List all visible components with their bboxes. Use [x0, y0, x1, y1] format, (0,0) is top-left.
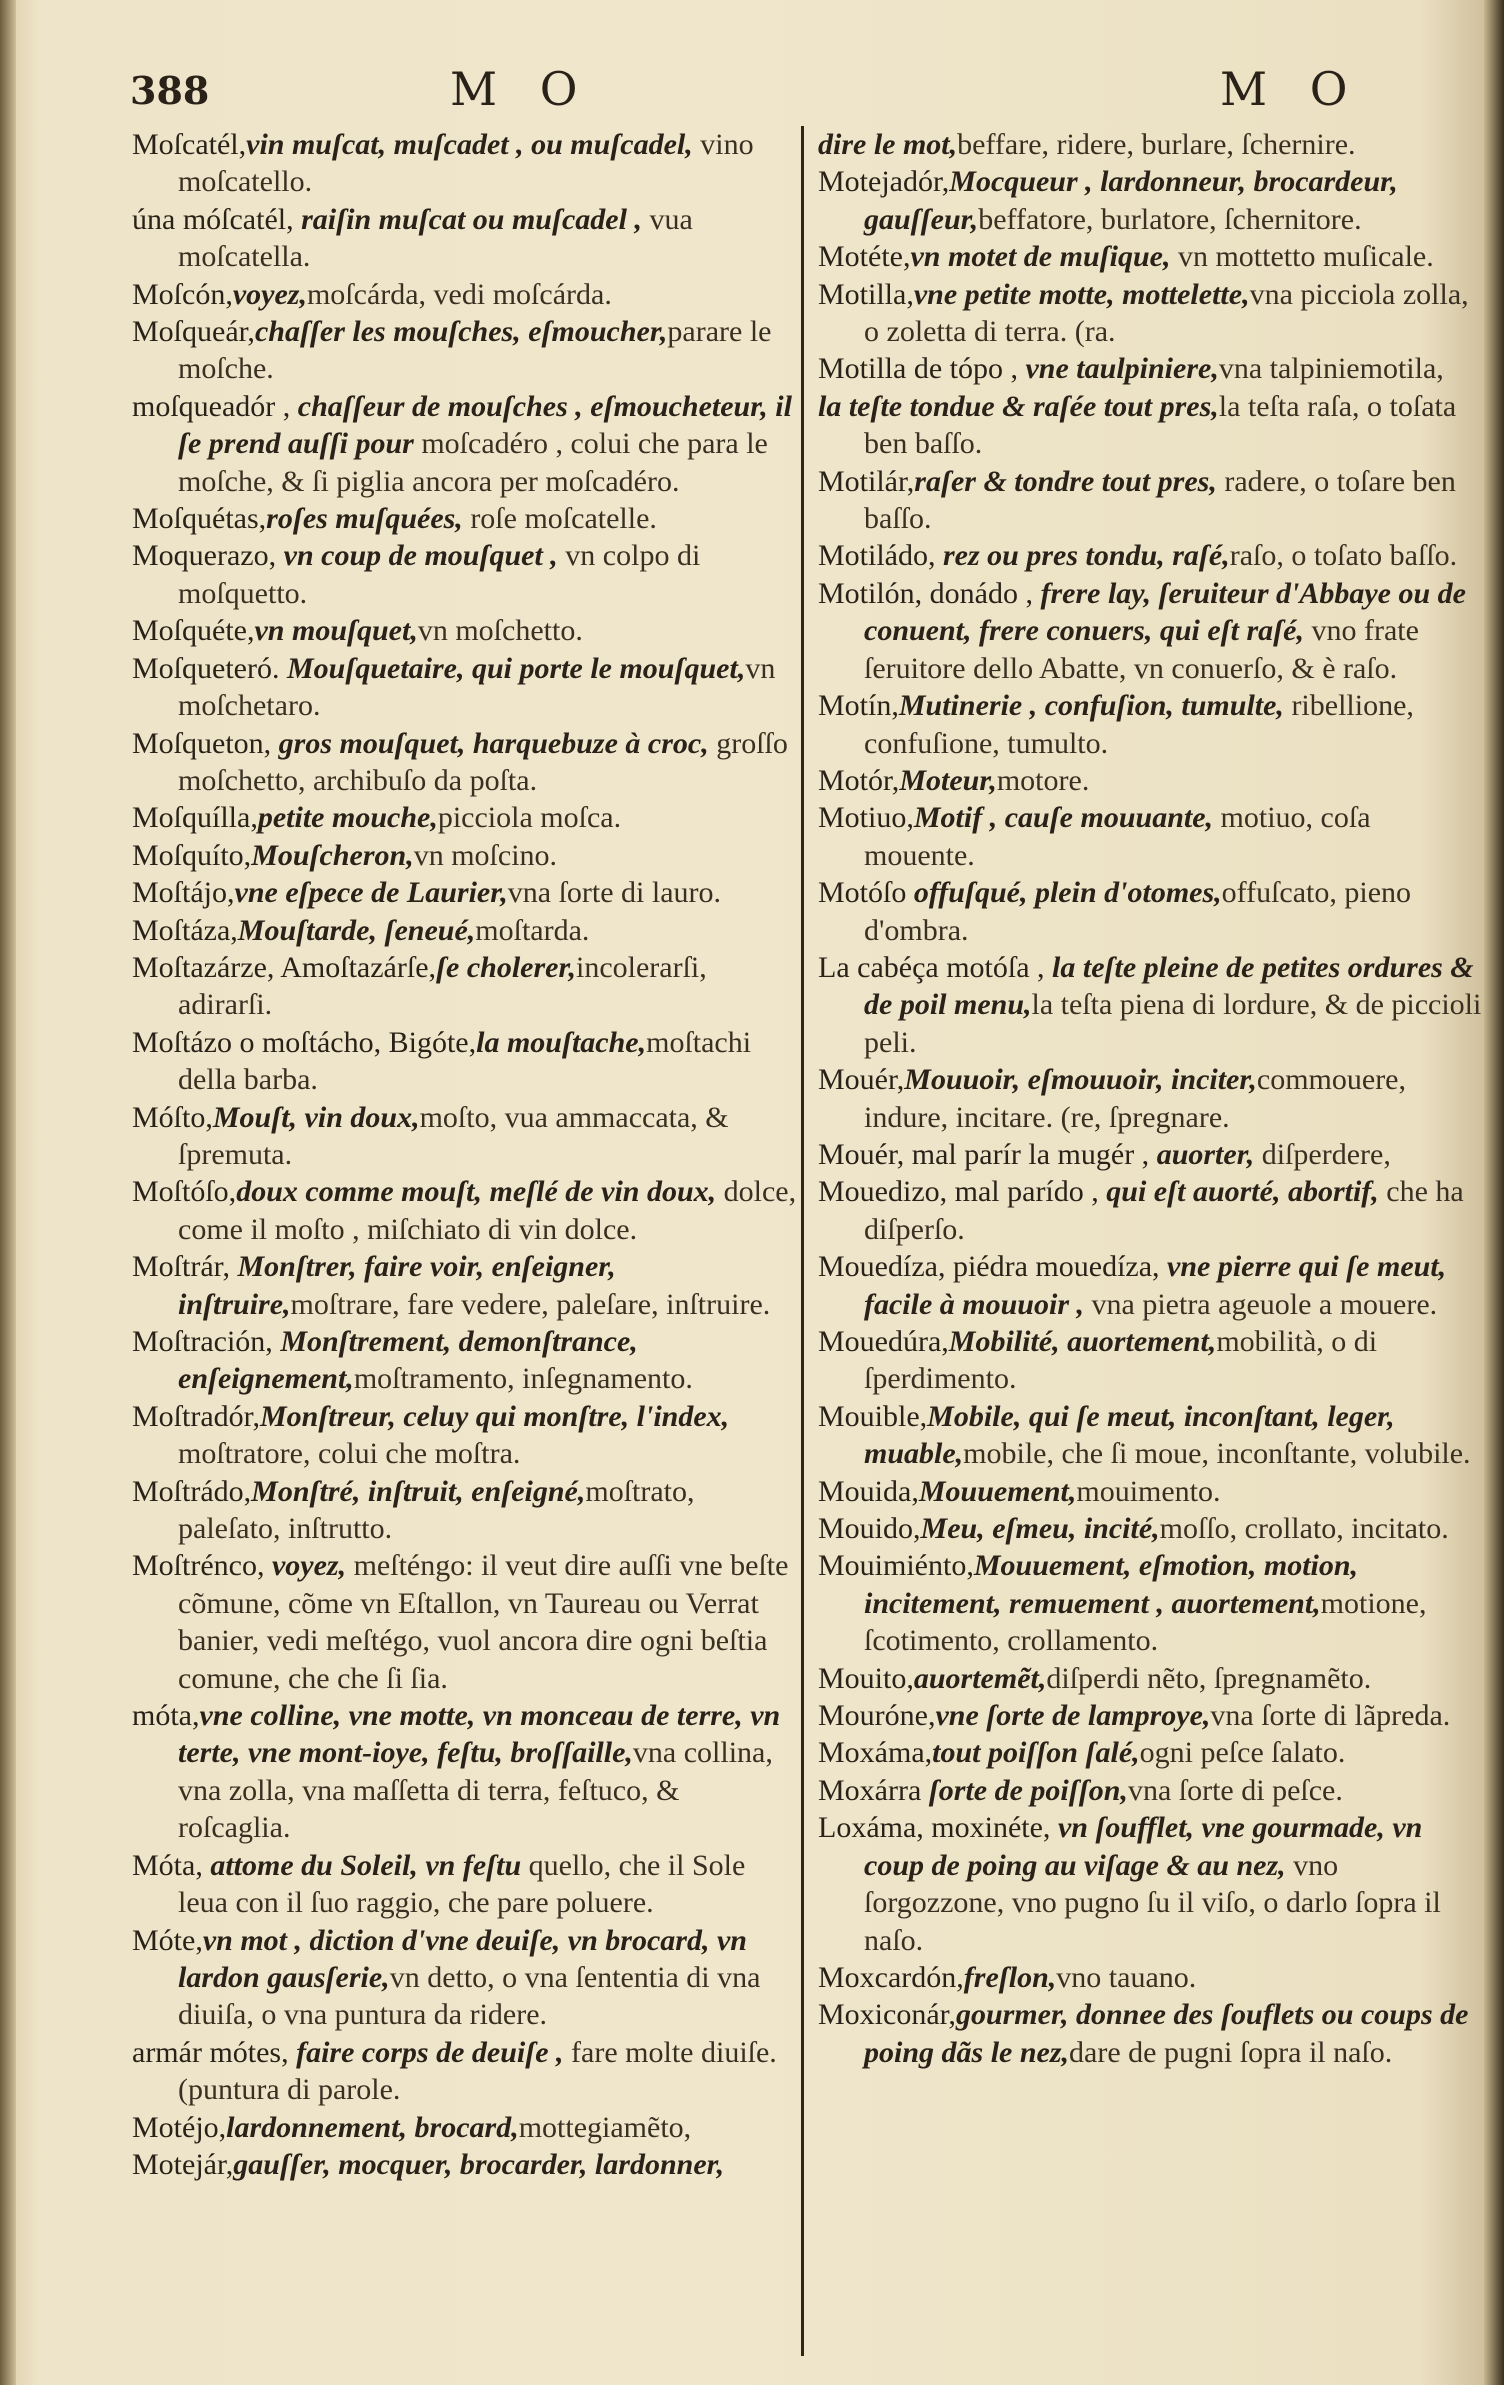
italian-gloss: incolerarſi, adirarſi. [178, 950, 707, 1022]
headword: Motejadór, [818, 165, 950, 199]
french-gloss: raiſin muſcat ou muſcadel , [293, 202, 642, 236]
headword: Mouér, mal parír la mugér , [818, 1137, 1150, 1171]
headword: armár mótes, [132, 2035, 289, 2069]
dictionary-entry [132, 837, 797, 874]
italian-gloss: dare de pugni ſopra il naſo. [1069, 2035, 1393, 2069]
headword: móta, [132, 1699, 200, 1733]
headword: Loxáma, moxinéte, [818, 1811, 1051, 1845]
headword: Motiuo, [818, 801, 914, 835]
french-gloss: Monſtrer, faire voir, enſeigner, inſtruire, [178, 1250, 616, 1321]
dictionary-entry [818, 1136, 1483, 1173]
dictionary-entry [132, 500, 797, 537]
italian-gloss: la teſta raſa, o toſata ben baſſo. [864, 389, 1457, 461]
italian-gloss: la teſta piena di lordure, & de piccioli peli. [864, 988, 1482, 1059]
headword: Moſtrádo, [132, 1474, 252, 1508]
italian-gloss: vna collina, vna zolla, vna maſſetta di terra, feſtuco, & roſcaglia. [178, 1736, 773, 1845]
french-gloss: Moteur, [899, 763, 997, 797]
dictionary-entry [818, 238, 1483, 275]
headword: Moſqueár, [132, 315, 255, 349]
french-gloss: frere lay, ſeruiteur d'Abbaye ou de conuent, frere conuers, qui eſt raſé, [864, 576, 1466, 648]
page-shadow-left [0, 0, 16, 2385]
french-gloss: vn mot , diction d'vne deuiſe, vn brocard, vn lardon gausſerie, [178, 1923, 747, 1994]
italian-gloss: mottegiamẽto, [518, 2110, 692, 2144]
italian-gloss: radere, o toſare ben baſſo. [864, 464, 1456, 536]
italian-gloss: picciola moſca. [437, 801, 622, 835]
french-gloss: vne colline, vne motte, vn monceau de terre, vn terte, vne mont-ioye, feſtu, broſſaille, [178, 1699, 781, 1770]
dictionary-entry [132, 874, 797, 911]
dictionary-entry [132, 949, 797, 1024]
italian-gloss: vn mottetto muſicale. [1170, 240, 1434, 274]
french-gloss: Meu, eſmeu, incité, [920, 1512, 1160, 1546]
french-gloss: auorter, [1149, 1137, 1255, 1171]
headword: Mouedíza, piédra mouedíza, [818, 1250, 1160, 1284]
italian-gloss: beffare, ridere, burlare, ſchernire. [957, 128, 1356, 161]
headword: Mouér, [818, 1063, 905, 1097]
french-gloss: Mouſcheron, [251, 838, 414, 872]
italian-gloss: moſcadéro , colui che para le moſche, & ſi piglia ancora per moſcadéro. [178, 427, 768, 498]
headword: Moſquíto, [132, 838, 252, 872]
headword: Móſto, [132, 1100, 213, 1134]
headword: Mouedizo, mal parído , [818, 1175, 1099, 1209]
italian-gloss: vn detto, o vna ſententia di vna diuiſa, o vna puntura da ridere. [178, 1960, 761, 2032]
italian-gloss: vna picciola zolla, o zoletta di terra. (ra. [864, 277, 1469, 349]
headword: Moxcardón, [818, 1960, 964, 1994]
dictionary-entry [818, 874, 1483, 949]
dictionary-entry [818, 1660, 1483, 1697]
italian-gloss: ogni peſce ſalato. [1139, 1736, 1346, 1770]
headword: Motéte, [818, 240, 911, 274]
dictionary-entry [132, 2034, 797, 2109]
dictionary-entry [132, 1323, 797, 1398]
french-gloss: voyez, [232, 277, 307, 311]
italian-gloss: offuſcato, pieno d'ombra. [864, 876, 1412, 947]
dictionary-entry [818, 1473, 1483, 1510]
italian-gloss: vua moſcatella. [178, 202, 693, 274]
dictionary-entry [818, 1323, 1483, 1398]
headword: Moxárra [818, 1773, 922, 1807]
dictionary-entry [132, 912, 797, 949]
left-column [132, 126, 797, 2183]
italian-gloss: motore. [996, 763, 1090, 797]
dictionary-entry [132, 313, 797, 388]
french-gloss: ſorte de poiſſon, [921, 1773, 1128, 1807]
headword: Moſtradór, [132, 1399, 260, 1433]
dictionary-entry [132, 1024, 797, 1099]
headword: Moſtáza, [132, 913, 238, 947]
italian-gloss: vno frate ſeruitore dello Abatte, vn conuerſo, & è raſo. [864, 614, 1419, 685]
italian-gloss: mobilità, o di ſperdimento. [864, 1325, 1378, 1396]
italian-gloss: vna ſorte di lãpreda. [1210, 1699, 1451, 1733]
dictionary-entry [132, 201, 797, 276]
headword: Moſtrár, [132, 1250, 230, 1284]
french-gloss: petite mouche, [257, 801, 438, 835]
headword: Mouedúra, [818, 1325, 949, 1358]
headword: Mouible, [818, 1399, 928, 1433]
french-gloss: vin muſcat, muſcadet , ou muſcadel, [246, 128, 693, 161]
dictionary-entry [132, 1473, 797, 1548]
headword: Moſtóſo, [132, 1175, 237, 1209]
headword: Motór, [818, 763, 900, 797]
headword: Moxiconár, [818, 1998, 956, 2032]
dictionary-entry [818, 163, 1483, 238]
dictionary-entry [818, 463, 1483, 538]
page-number: 388 [130, 68, 210, 113]
italian-gloss: meſténgo: il veut dire auſſi vne beſte cõmune, cõme vn Eſtallon, vn Taureau ou Verrat banier, vedi meſtégo, vuol ancora dire ogni beſtia comune, che che ſi ſia. [178, 1549, 789, 1695]
dictionary-entry [818, 1510, 1483, 1547]
headword: Moſcón, [132, 277, 233, 311]
dictionary-entry [818, 1959, 1483, 1996]
dictionary-entry [132, 650, 797, 725]
italian-gloss: moſtarda. [475, 913, 590, 947]
dictionary-entry [818, 537, 1483, 574]
french-gloss: vn motet de muſique, [910, 240, 1171, 274]
dictionary-entry [818, 126, 1483, 163]
french-gloss: Motif , cauſe mouuante, [913, 801, 1214, 835]
headword: Moſcatél, [132, 128, 247, 161]
dictionary-entry [818, 1772, 1483, 1809]
dictionary-entry [132, 2109, 797, 2146]
dictionary-entry [818, 575, 1483, 687]
french-gloss: attome du Soleil, vn feſtu [202, 1848, 522, 1882]
headword: Mouida, [818, 1474, 919, 1508]
dictionary-entry [818, 1697, 1483, 1734]
running-head-right: M O [1220, 62, 1362, 116]
dictionary-entry [818, 1398, 1483, 1473]
dictionary-entry [132, 1922, 797, 2034]
dictionary-entry [132, 388, 797, 500]
italian-gloss: vn moſcino. [413, 838, 558, 872]
italian-gloss: che ha diſperſo. [864, 1175, 1464, 1246]
french-gloss: Mouſtarde, ſeneué, [237, 913, 476, 947]
headword: Moquerazo, [132, 539, 277, 573]
french-gloss: gauſſer, mocquer, brocarder, lardonner, [233, 2147, 725, 2181]
italian-gloss: vn moſchetaro. [178, 651, 776, 723]
page-header [130, 58, 1470, 118]
column-divider [801, 126, 804, 2356]
french-gloss: Mouſt, vin doux, [212, 1100, 420, 1134]
italian-gloss: vna ſorte di peſce. [1127, 1773, 1343, 1807]
dictionary-entry [132, 1398, 797, 1473]
headword: Mouimiénto, [818, 1549, 974, 1583]
french-gloss: Mutinerie , confuſion, tumulte, [898, 689, 1284, 723]
italian-gloss: vn colpo di moſquetto. [178, 539, 701, 610]
french-gloss: Mouſquetaire, qui porte le mouſquet, [279, 651, 746, 685]
dictionary-entry [818, 799, 1483, 874]
right-column [818, 126, 1483, 2071]
french-gloss: la teſte tondue & raſée tout pres, [818, 389, 1219, 423]
headword: Moxáma, [818, 1736, 933, 1770]
italian-gloss: beffatore, burlatore, ſchernitore. [978, 202, 1362, 236]
dictionary-entry [818, 1173, 1483, 1248]
headword: Motejár, [132, 2147, 234, 2181]
italian-gloss: moſtrato, paleſato, inſtrutto. [178, 1474, 695, 1546]
dictionary-entry [132, 1248, 797, 1323]
headword: Motilla, [818, 277, 914, 311]
french-gloss: Mouuoir, eſmouuoir, inciter, [904, 1063, 1257, 1097]
dictionary-entry [132, 1099, 797, 1174]
dictionary-entry [132, 799, 797, 836]
french-gloss: chaſſer les mouſches, eſmoucher, [254, 315, 668, 349]
italian-gloss: vino moſcatello. [178, 128, 754, 199]
italian-gloss: quello, che il Sole leua con il ſuo raggio, che pare poluere. [178, 1848, 746, 1920]
french-gloss: Monſtré, inſtruit, enſeigné, [251, 1474, 586, 1508]
italian-gloss: vno tauano. [1056, 1960, 1197, 1994]
dictionary-entry [818, 949, 1483, 1061]
french-gloss: Mouuement, eſmotion, motion, incitement, remuement , auortement, [864, 1549, 1359, 1620]
headword: Moſtázo o moſtácho, Bigóte, [132, 1025, 477, 1059]
headword: Motín, [818, 689, 899, 723]
french-gloss: vn ſoufflet, vne gourmade, vn coup de poing au viſage & au nez, [864, 1811, 1423, 1882]
french-gloss: chaſſeur de mouſches , eſmoucheteur, il ſe prend auſſi pour [178, 389, 792, 461]
french-gloss: freſlon, [963, 1960, 1057, 1994]
dictionary-entry [132, 1173, 797, 1248]
italian-gloss: groſſo moſchetto, archibuſo da poſta. [178, 726, 788, 797]
dictionary-entry [132, 1547, 797, 1697]
french-gloss: vne pierre qui ſe meut, facile à mouuoir , [864, 1250, 1447, 1321]
dictionary-entry [132, 612, 797, 649]
headword: Mouróne, [818, 1699, 936, 1733]
headword: Moſqueton, [132, 726, 272, 760]
dictionary-entry [818, 388, 1483, 463]
headword: Motóſo [818, 876, 907, 910]
headword: Motilón, donádo , [818, 576, 1033, 610]
italian-gloss: moſcárda, vedi moſcárda. [306, 277, 612, 311]
french-gloss: Monſtrement, demonſtrance, enſeignement, [178, 1325, 638, 1396]
italian-gloss: mouimento. [1076, 1474, 1221, 1508]
italian-gloss: motione, ſcotimento, crollamento. [864, 1586, 1427, 1658]
headword: Moſquéte, [132, 614, 255, 648]
headword: Mouido, [818, 1512, 921, 1546]
french-gloss: vn coup de mouſquet , [276, 539, 558, 573]
headword: úna móſcatél, [132, 202, 294, 236]
french-gloss: Mobile, qui ſe meut, inconſtant, leger, muable, [864, 1399, 1395, 1471]
headword: Moſquétas, [132, 502, 267, 536]
dictionary-entry [132, 276, 797, 313]
french-gloss: roſes muſquées, [266, 502, 463, 536]
french-gloss: dire le mot, [818, 128, 958, 161]
dictionary-entry [818, 1248, 1483, 1323]
italian-gloss: vna talpiniemotila, [1218, 352, 1444, 386]
french-gloss: ſe cholerer, [436, 950, 576, 984]
italian-gloss: vn moſchetto. [417, 614, 583, 648]
dictionary-entry [818, 762, 1483, 799]
french-gloss: vne ſorte de lamproye, [935, 1699, 1211, 1733]
french-gloss: raſer & tondre tout pres, [914, 464, 1217, 498]
headword: Moſquílla, [132, 801, 258, 835]
italian-gloss: moſtramento, inſegnamento. [353, 1362, 693, 1396]
page-shadow-right [1484, 0, 1504, 2385]
dictionary-entry [818, 350, 1483, 387]
french-gloss: rez ou pres tondu, raſé, [935, 539, 1230, 573]
dictionary-entry [818, 687, 1483, 762]
dictionary-entry [132, 2146, 797, 2183]
french-gloss: vne taulpiniere, [1017, 352, 1219, 386]
french-gloss: tout poiſſon ſalé, [932, 1736, 1140, 1770]
french-gloss: auortemẽt, [913, 1661, 1047, 1695]
italian-gloss: raſo, o toſato baſſo. [1229, 539, 1458, 573]
italian-gloss: vna pietra ageuole a mouere. [1084, 1287, 1438, 1321]
french-gloss: Mouuement, [918, 1474, 1077, 1508]
italian-gloss: fare molte diuiſe. (puntura di parole. [178, 2035, 777, 2107]
french-gloss: gourmer, donnee des ſouflets ou coups de poing dãs le nez, [864, 1998, 1469, 2069]
italian-gloss: motiuo, coſa mouente. [864, 801, 1371, 872]
headword: Mouito, [818, 1661, 914, 1695]
french-gloss: offuſqué, plein d'otomes, [906, 876, 1222, 910]
dictionary-entry [818, 276, 1483, 351]
french-gloss: gros mouſquet, harquebuze à croc, [271, 726, 709, 760]
dictionary-entry [132, 1697, 797, 1847]
dictionary-entry [132, 1847, 797, 1922]
italian-gloss: diſperdi nẽto, ſpregnamẽto. [1046, 1661, 1372, 1695]
dictionary-entry [818, 1061, 1483, 1136]
headword: Moſqueteró. [132, 651, 280, 685]
italian-gloss: mobile, che ſi moue, inconſtante, volubile. [963, 1437, 1471, 1471]
headword: Móte, [132, 1923, 203, 1957]
headword: Moſtájo, [132, 876, 235, 910]
french-gloss: vn mouſquet, [254, 614, 418, 648]
running-head-left: M O [450, 62, 592, 116]
french-gloss: vne eſpece de Laurier, [234, 876, 508, 910]
headword: Motiládo, [818, 539, 936, 573]
italian-gloss: moſtachi della barba. [178, 1025, 752, 1097]
headword: Móta, [132, 1848, 203, 1882]
italian-gloss: roſe moſcatelle. [462, 502, 657, 536]
italian-gloss: parare le moſche. [178, 315, 772, 386]
french-gloss: Monſtreur, celuy qui monſtre, l'index, [259, 1399, 730, 1433]
french-gloss: vne petite motte, mottelette, [913, 277, 1250, 311]
italian-gloss: commouere, indure, incitare. (re, ſpregnare. [864, 1063, 1406, 1134]
headword: moſqueadór , [132, 389, 291, 423]
dictionary-entry [132, 725, 797, 800]
italian-gloss: vna ſorte di lauro. [507, 876, 722, 910]
dictionary-entry [818, 1996, 1483, 2071]
headword: Motéjo, [132, 2110, 227, 2144]
dictionary-entry [818, 1547, 1483, 1659]
french-gloss: la teſte pleine de petites ordures & de poil menu, [864, 950, 1474, 1022]
italian-gloss: moſto, vua ammaccata, & ſpremuta. [178, 1100, 729, 1171]
italian-gloss: moſtrare, fare vedere, paleſare, inſtruire. [290, 1287, 771, 1321]
headword: Moſtazárze, Amoſtazárſe, [132, 950, 437, 984]
dictionary-entry [132, 126, 797, 201]
headword: La cabéça motóſa , [818, 950, 1045, 984]
italian-gloss: dolce, come il moſto , miſchiato di vin dolce. [178, 1175, 797, 1246]
french-gloss: faire corps de deuiſe , [288, 2035, 564, 2069]
italian-gloss: moſtratore, colui che moſtra. [178, 1437, 521, 1471]
dictionary-entry [132, 537, 797, 612]
headword: Moſtración, [132, 1325, 273, 1358]
italian-gloss: ribellione, confuſione, tumulto. [864, 689, 1414, 760]
french-gloss: Mocqueur , lardonneur, brocardeur, gauſſeur, [864, 165, 1398, 236]
french-gloss: doux comme mouſt, meſlé de vin doux, [236, 1175, 717, 1209]
dictionary-entry [818, 1809, 1483, 1959]
italian-gloss: moſſo, crollato, incitato. [1159, 1512, 1449, 1546]
french-gloss: qui eſt auorté, abortif, [1098, 1175, 1379, 1209]
italian-gloss: vno ſorgozzone, vno pugno ſu il viſo, o darlo ſopra il naſo. [864, 1848, 1441, 1957]
french-gloss: la mouſtache, [476, 1025, 647, 1059]
headword: Motilár, [818, 464, 915, 498]
french-gloss: lardonnement, brocard, [226, 2110, 519, 2144]
french-gloss: voyez, [264, 1549, 347, 1583]
italian-gloss: diſperdere, [1254, 1137, 1391, 1171]
headword: Moſtrénco, [132, 1549, 265, 1583]
dictionary-entry [818, 1734, 1483, 1771]
french-gloss: Mobilité, auortement, [948, 1325, 1217, 1358]
headword: Motilla de tópo , [818, 352, 1018, 386]
